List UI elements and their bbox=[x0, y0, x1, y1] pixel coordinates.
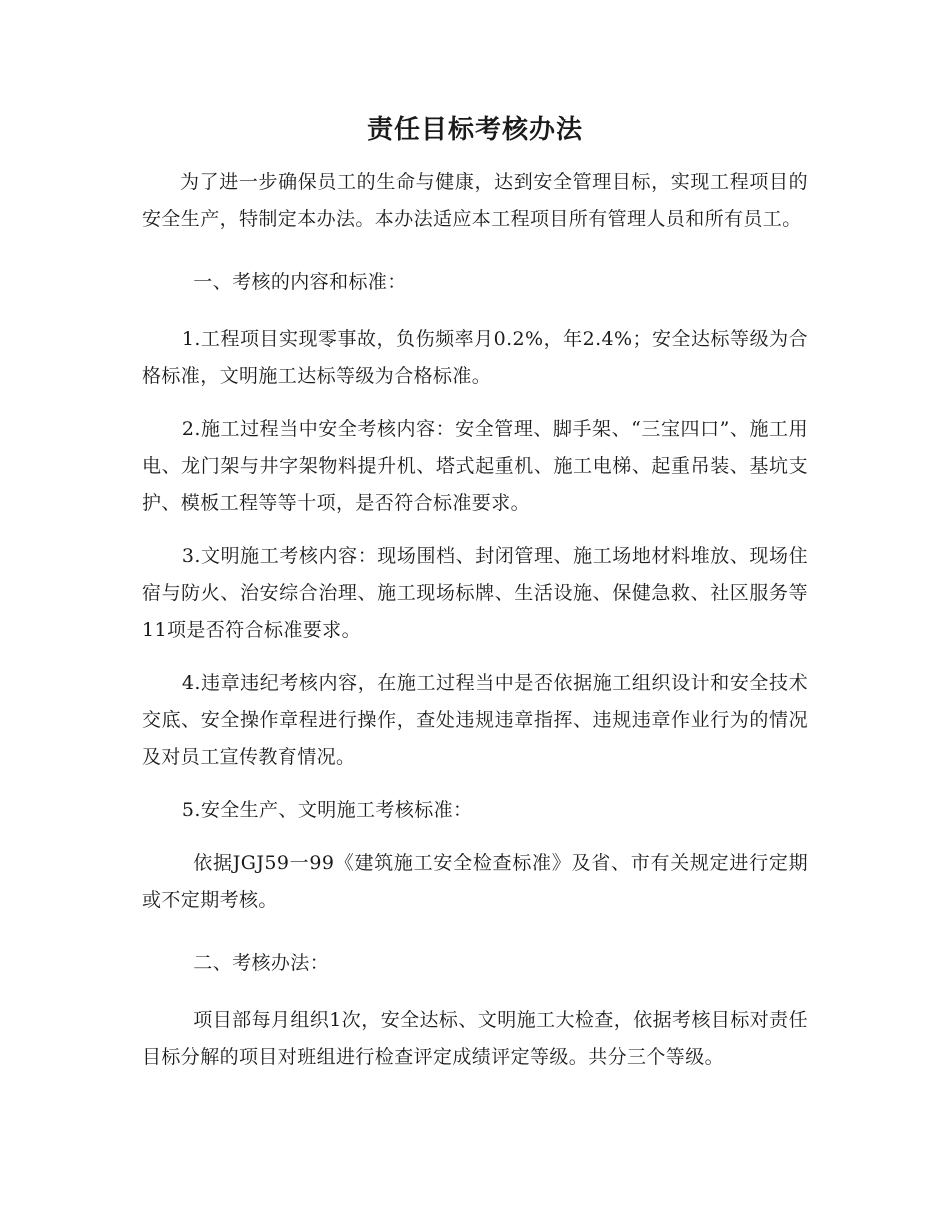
assessment-method-paragraph: 项目部每月组织1次，安全达标、文明施工大检查，依据考核目标对责任目标分解的项目对班组进行检查评定成绩评定等级。共分三个等级。 bbox=[142, 1009, 808, 1068]
item-1-paragraph: 1.工程项目实现零事故，负伤频率月0.2%，年2.4%；安全达标等级为合格标准，文明施工达标等级为合格标准。 bbox=[142, 328, 808, 387]
item-3-paragraph: 3.文明施工考核内容：现场围档、封闭管理、施工场地材料堆放、现场住宿与防火、治安综合治理、施工现场标牌、生活设施、保健急救、社区服务等11项是否符合标准要求。 bbox=[142, 545, 808, 641]
document-title: 责任目标考核办法 bbox=[366, 115, 583, 145]
section-heading-assessment-method: 二、考核办法： bbox=[193, 952, 330, 974]
intro-paragraph: 为了进一步确保员工的生命与健康，达到安全管理目标，实现工程项目的安全生产，特制定本办法。本办法适应本工程项目所有管理人员和所有员工。 bbox=[142, 171, 808, 230]
item-4-paragraph: 4.违章违纪考核内容，在施工过程当中是否依据施工组织设计和安全技术交底、安全操作章程进行操作，查处违规违章指挥、违规违章作业行为的情况及对员工宣传教育情况。 bbox=[142, 672, 808, 768]
section-heading-content-standards: 一、考核的内容和标准： bbox=[193, 271, 407, 293]
item-5-paragraph: 5.安全生产、文明施工考核标准： bbox=[181, 799, 473, 821]
standard-basis-paragraph: 依据JGJ59一99《建筑施工安全检查标准》及省、市有关规定进行定期或不定期考核。 bbox=[142, 852, 808, 911]
item-2-paragraph: 2.施工过程当中安全考核内容：安全管理、脚手架、“三宝四口”、施工用电、龙门架与井字架物料提升机、塔式起重机、施工电梯、起重吊装、基坑支护、模板工程等等十项，是否符合标准要求。 bbox=[142, 418, 808, 514]
